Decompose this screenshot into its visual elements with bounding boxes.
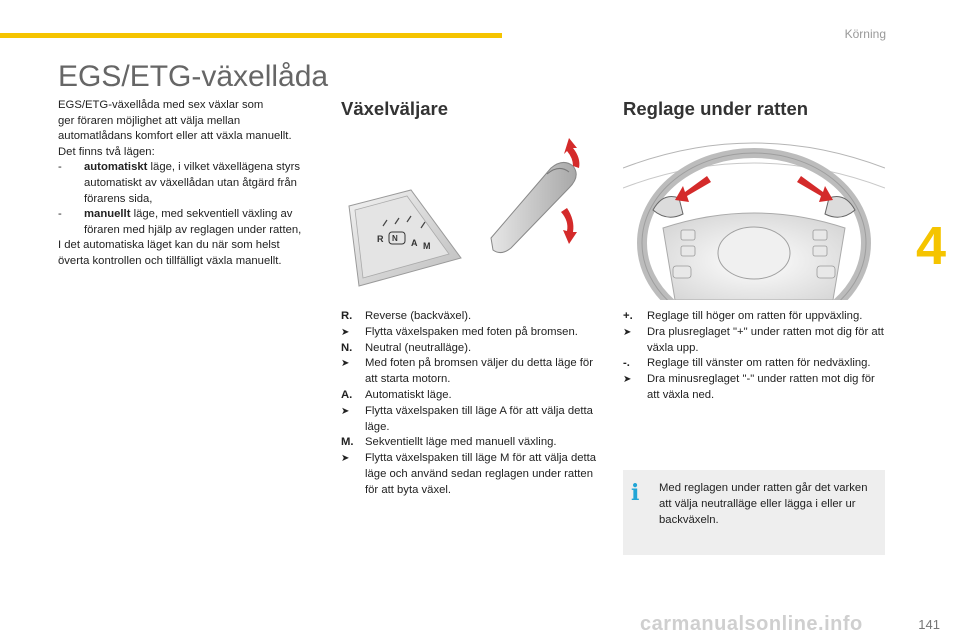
paddle-item: -. Reglage till vänster om ratten för nedväxling. — [623, 357, 871, 370]
gate-letter-m: M — [423, 241, 431, 251]
gate-letter-a: A — [411, 238, 418, 248]
selector-item: M. Sekventiellt läge med manuell växling. — [341, 436, 557, 449]
paddles-heading: Reglage under ratten — [623, 98, 809, 119]
info-icon: i — [631, 480, 640, 506]
section-label: Körning — [844, 27, 886, 41]
selector-item: N. Neutral (neutralläge). — [341, 341, 472, 354]
selector-item: ➤ Med foten på bromsen väljer du detta läge för att starta motorn. — [341, 356, 603, 388]
chapter-number: 4 — [916, 216, 947, 276]
selector-list — [341, 309, 603, 499]
paddle-item: ➤ Dra minusreglaget "-" under ratten mot dig för att växla ned. — [623, 372, 885, 404]
info-box — [623, 470, 885, 555]
red-arrow-down-icon — [561, 208, 577, 244]
selector-item: ➤ Flytta växelspaken med foten på bromsen. — [341, 325, 603, 341]
intro-line: I det automatiska läget kan du när som helst — [58, 239, 280, 252]
intro-line: Det finns två lägen: — [58, 145, 155, 158]
selector-item: ➤ Flytta växelspaken till läge A för att välja detta läge. — [341, 404, 603, 436]
arrow-bullet-icon: ➤ — [341, 358, 350, 370]
paddle-item: +. Reglage till höger om ratten för uppväxling. — [623, 310, 863, 322]
watermark: carmanualsonline.info — [640, 613, 863, 635]
gate-letter-r: R — [377, 234, 384, 244]
intro-text — [58, 98, 320, 270]
info-text: Med reglagen under ratten går det varken att välja neutralläge eller lägga i eller ur backväxeln. — [659, 482, 868, 526]
chapter-tab — [906, 208, 960, 284]
page-number: 141 — [918, 617, 940, 632]
intro-line: ger föraren möjlighet att välja mellan — [58, 114, 241, 127]
gear-selector-svg — [341, 128, 603, 300]
page-title: EGS/ETG-växellåda — [58, 60, 329, 93]
arrow-bullet-icon: ➤ — [623, 374, 632, 386]
steering-wheel-svg — [623, 128, 885, 300]
arrow-bullet-icon: ➤ — [623, 326, 632, 338]
selector-item: ➤ Flytta växelspaken till läge M för att välja detta läge och använd sedan reglagen under ratten för att byta växel. — [341, 451, 603, 498]
selector-item: R. Reverse (backväxel). — [341, 310, 472, 322]
selector-heading: Växelväljare — [341, 98, 448, 119]
steering-wheel-illustration — [623, 128, 885, 300]
arrow-bullet-icon: ➤ — [341, 453, 350, 465]
gear-selector-illustration — [341, 128, 603, 300]
gate-letter-n: N — [392, 234, 398, 243]
intro-line: överta kontrollen och tillfälligt växla manuellt. — [58, 254, 282, 267]
intro-line: automatlådans komfort eller att växla manuellt. — [58, 130, 292, 143]
header-accent-bar — [0, 33, 502, 38]
intro-line: EGS/ETG-växellåda med sex växlar som — [58, 99, 264, 111]
arrow-bullet-icon: ➤ — [341, 326, 350, 338]
mode-manual: - manuellt läge, med sekventiell växling av föraren med hjälp av reglagen under ratten, — [58, 208, 302, 236]
arrow-bullet-icon: ➤ — [341, 405, 350, 417]
paddles-list — [623, 309, 885, 404]
mode-automatic: - automatiskt läge, i vilket växellägena styrs automatiskt av växellådan utan åtgärd från förarens sida, — [58, 161, 300, 205]
selector-item: A. Automatiskt läge. — [341, 388, 452, 401]
paddle-item: ➤ Dra plusreglaget "+" under ratten mot dig för att växla upp. — [623, 325, 885, 357]
